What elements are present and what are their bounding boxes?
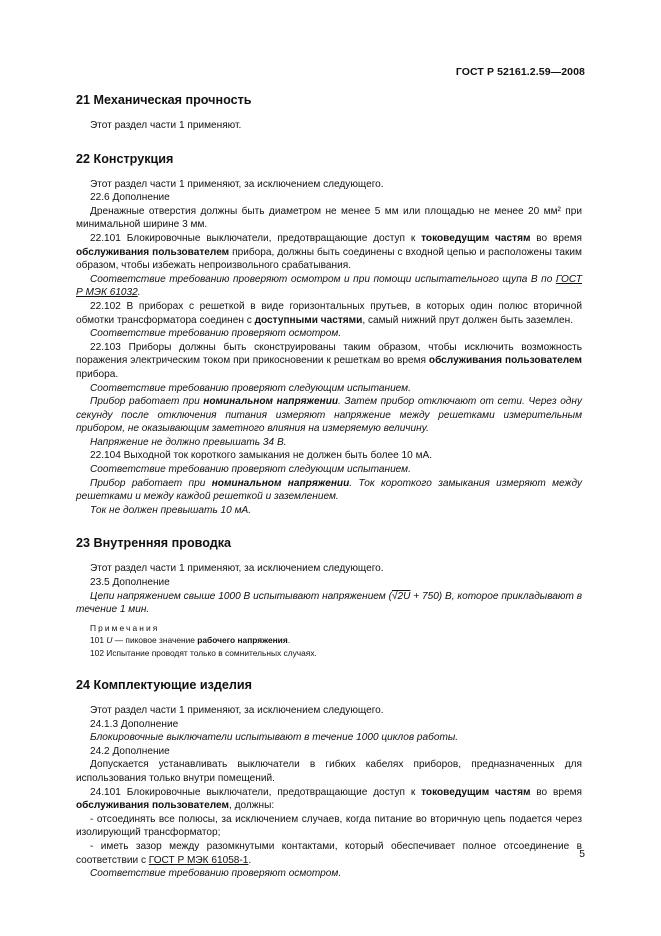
test-text: . Затем прибор отключают от сети. Через одну секунду после отключения питания измеряют напряжение между решетками измерительным прибором, не оказывающим заметного влияния на измеряемую величину. [76,396,582,435]
clause-22-101-part: 22.101 Блокировочные выключатели, предотвращающие доступ к [90,232,422,244]
term-rated-voltage: номинальном напряжении [211,477,350,489]
compliance-text: Соответствие требованию проверяют осмотром и при помощи испытательного щупа В по [90,273,556,285]
standard-reference-link[interactable]: ГОСТ Р МЭК 61058-1 [148,854,249,866]
test-text: . Ток короткого замыкания измеряют между решетками и между каждой решеткой и заземлением. [76,477,582,503]
notes-block [76,622,582,659]
sqrt-two: √2 [391,590,404,602]
clause-24-1-3-text: Блокировочные выключатели испытывают в течение 1000 циклов работы. [90,732,459,744]
clause-23-5-part: + 750) В, которое прикладывают в течение 1 мин. [76,590,582,616]
list-item-text-end: . [248,854,252,866]
note-102: 102 Испытание проводят только в сомнительных случаях. [90,647,317,658]
clause-24-101-part: 24.101 Блокировочные выключатели, предотвращающие доступ к [90,786,422,798]
clause-24-2-heading: 24.2 Дополнение [90,745,170,757]
term-user-maintenance: обслуживания пользователем [76,246,230,258]
clause-23-5-text [76,590,582,617]
test-text: Прибор работает при [90,477,212,489]
clause-22-101-part: прибора, должны быть соединены с входной цепью и расположены таким образом, чтобы избежать непроизвольного срабатывания. [76,246,582,272]
term-live-parts: токоведущим частям [421,232,531,244]
term-rated-voltage: номинальном напряжении [203,396,339,408]
clause-24-101-part: , должны: [228,800,275,812]
clause-22-104-limit: Ток не должен превышать 10 мА. [90,504,252,516]
section-21-title [76,92,582,108]
clause-23-5-heading: 23.5 Дополнение [90,577,170,589]
section-23-intro: Этот раздел части 1 применяют, за исключением следующего. [90,563,384,575]
clause-22-6-text: Дренажные отверстия должны быть диаметром не менее 5 мм или площадью не менее 20 мм² при минимальной ширине 3 мм. [76,205,582,231]
term-working-voltage: рабочего напряжения [197,635,288,646]
clause-22-101-text [76,232,582,273]
term-user-maintenance: обслуживания пользователем [76,800,229,812]
clause-22-103-part: прибора. [76,368,119,380]
clause-22-103-test [76,395,582,436]
clause-22-6-heading: 22.6 Дополнение [90,192,170,204]
list-item-contact-gap [76,840,582,867]
section-21-title-text: 21 Механическая прочность [76,93,252,107]
section-24-intro: Этот раздел части 1 применяют, за исключением следующего. [90,705,384,717]
note-text-end: . [287,635,291,646]
clause-22-104-text: 22.104 Выходной ток короткого замыкания не должен быть более 10 мА. [90,450,433,462]
term-user-maintenance: обслуживания пользователем [428,355,583,367]
clause-22-102-part: 22.102 В приборах с решеткой в виде горизонтальных прутьев, в которых один полюс вторичной обмотки трансформатора соединен с [76,300,582,326]
test-text: Прибор работает при [90,396,204,408]
clause-23-5-part: Цепи напряжением свыше 1000 В испытывают напряжением ( [90,590,392,602]
section-23-title: 23 Внутренняя проводка [76,536,232,551]
clause-22-103-part: 22.103 Приборы должны быть сконструированы таким образом, чтобы исключить возможность поражения электрическим током при прикосновении к решеткам во время [76,341,582,367]
clause-22-102-part: , самый нижний прут должен быть заземлен. [362,314,574,326]
compliance-text-end: . [137,287,141,299]
voltage-symbol-u: $\overline{U}$ [403,590,411,602]
clause-22-103-limit: Напряжение не должно превышать 34 В. [90,436,287,448]
page-number: 5 [579,849,585,860]
clause-22-101-compliance [76,273,582,300]
clause-24-2-text: Допускается устанавливать выключатели в гибких кабелях приборов, предназначенных для использования только внутри помещений. [76,759,582,784]
section-22-intro: Этот раздел части 1 применяют, за исключением следующего. [90,178,384,190]
list-item-text: - иметь зазор между разомкнутыми контактами, который обеспечивает полное отсоединение в соответствии с [76,840,582,866]
clause-22-102-text [76,300,582,327]
list-item-disconnect-poles: - отсоединять все полюсы, за исключением случаев, когда питание во вторичную цепь подается через изолирующий трансформатор; [76,813,582,839]
clause-22-103-text [76,341,582,382]
note-number: 101 [90,635,107,646]
notes-title: Примечания [90,622,160,633]
term-accessible-parts: доступными частями [254,314,363,326]
standard-reference-link[interactable]: ГОСТ Р МЭК 61032 [76,273,582,299]
clause-24-101-compliance: Соответствие требованию проверяют осмотром. [90,868,342,880]
voltage-symbol-u: U [106,635,113,646]
term-live-parts: токоведущим частям [421,786,531,798]
note-text: — пиковое значение [112,635,198,646]
clause-22-104-compliance: Соответствие требованию проверяют следующим испытанием. [90,464,411,476]
section-22-title: 22 Конструкция [76,151,174,166]
clause-22-104-test [76,477,582,504]
note-101 [76,634,582,646]
clause-22-101-part: во время [530,232,582,244]
clause-22-102-compliance: Соответствие требованию проверяют осмотром. [90,328,342,340]
clause-24-101-part: во время [530,786,582,798]
document-code-header: ГОСТ Р 52161.2.59—2008 [455,66,585,78]
clause-24-1-3-heading: 24.1.3 Дополнение [90,718,179,730]
section-24-title: 24 Комплектующие изделия [76,678,252,693]
clause-24-101-text [76,786,582,813]
section-21-text: Этот раздел части 1 применяют. [90,120,242,131]
document-body [76,92,582,881]
clause-22-103-compliance: Соответствие требованию проверяют следующим испытанием. [90,382,411,394]
